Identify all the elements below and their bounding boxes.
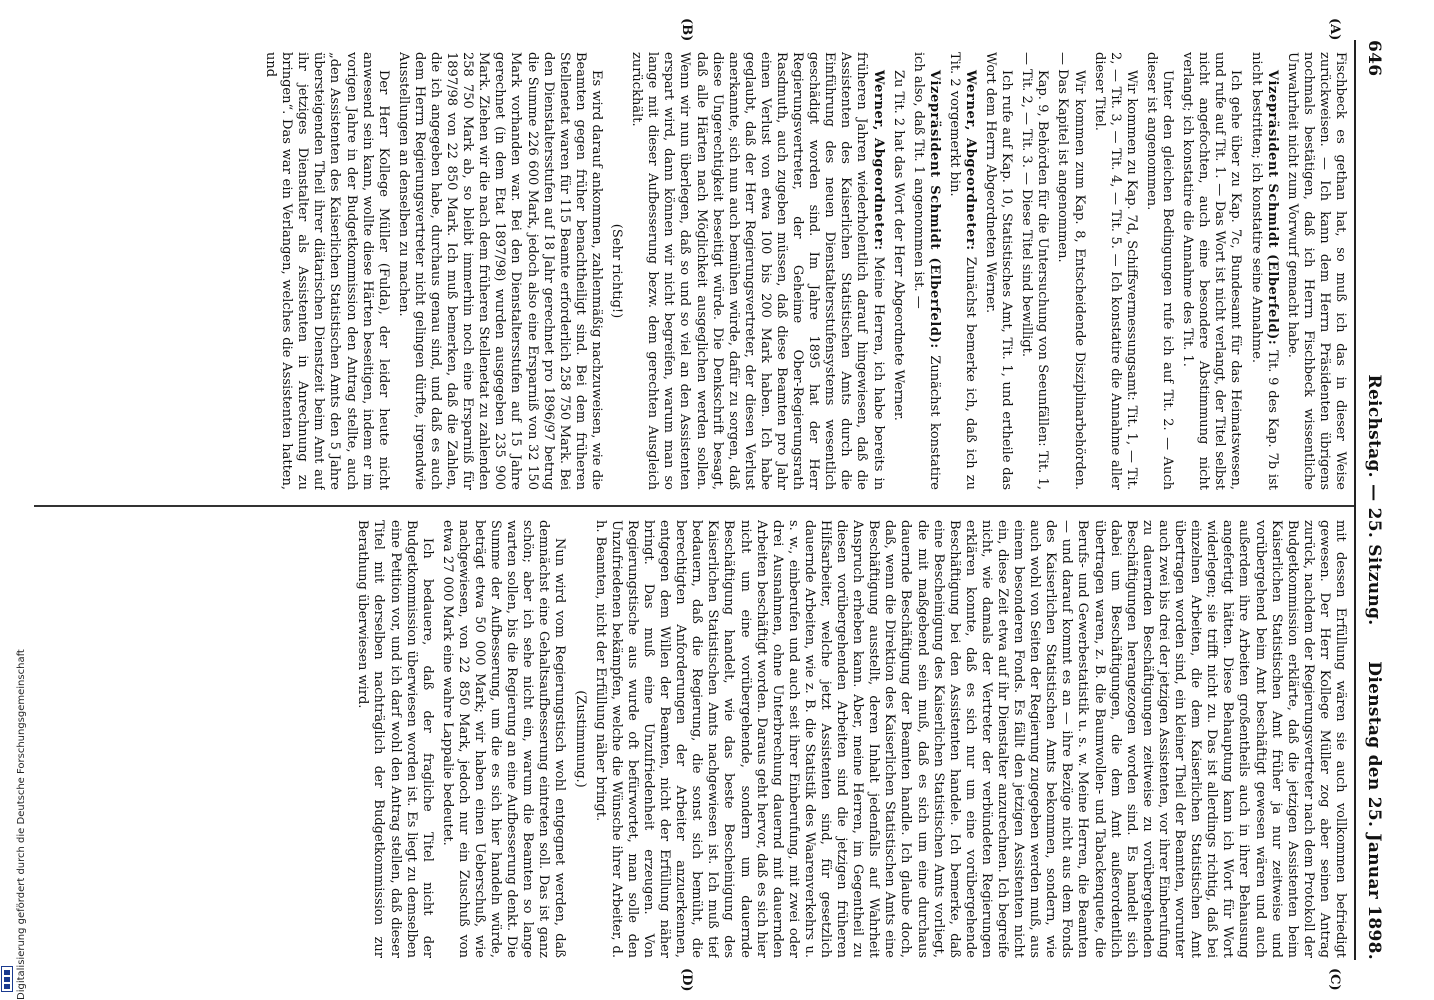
paragraph (1018, 52, 1050, 490)
paragraph (1143, 52, 1175, 490)
interjection: (Sehr richtig!) (609, 223, 625, 319)
right-text-column (48, 520, 1348, 958)
page-title: Reichstag. — 25. Sitzung. (1364, 374, 1384, 626)
paragraph-text: Wir kommen zu Kap. 7d, Schiffsvermessungsamt: Tit. 1, — Tit. 2, — Tit. 3, — Tit. 4, — Tit. 5. — Ich konstatire die Annahme aller dieser Titel. (1091, 52, 1139, 490)
paragraph (1247, 52, 1279, 490)
paragraph (1284, 52, 1348, 490)
paragraph (262, 52, 391, 490)
page-number: 646 (1364, 40, 1384, 77)
interjection: (Zustimmung.) (572, 690, 588, 788)
paragraph (628, 52, 886, 490)
paragraph-text: Tit. 9 des Kap. 7b ist nicht bestritten; ich konstatire seine Annahme. (1248, 52, 1280, 490)
paragraph-text: Ich rufe auf Kap. 10, Statistisches Amt, Tit. 1, und ertheile das Wort dem Herrn Abgeordneten Werner. (983, 52, 1015, 490)
paragraph (354, 520, 434, 958)
paragraph-text: Ich bedauere, daß der fragliche Titel nicht der Budgetkommission überwiesen worden ist. Es liegt zu demselben eine Petition vor, und ich darf wohl den Antrag stellen, daß dieser Titel mit derselben nachträglich der Budgetkommission zur Berathung überwiesen wird. (355, 520, 435, 958)
column-divider (34, 505, 1354, 507)
paragraph (890, 52, 906, 490)
paragraph-text: Nun wird vom Regierungstisch wohl entgegnet werden, daß demnächst eine Gehaltsaufbesserung eintreten soll. Das ist ganz schön; aber ich sehe nicht ein, warum die Beamten so lange warten sollen, bis die Regierung an eine Aufbesserung denkt. Die Summe der Aufbesserung, um die es sich hier handeln würde, beträgt etwa 50 000 Mark; wir haben einen Ueberschuß, wie nachgewiesen, von 22 850 Mark, jedoch nur ein Zuschuß von etwa 27 000 Mark eine wahre Lappalie bedeutet. (439, 520, 568, 958)
header-rule (1354, 40, 1356, 960)
paragraph-text: Es wird darauf ankommen, zahlenmäßig nachzuweisen, wie die Beamten gegen früher benachtheiligt sind. Bei dem früheren Stellenetat waren für 115 Beamte erforderlich 258 750 Mark. Bei den Dienstaltersstufen auf 18 Jahr gerechnet pro 1896/97 betrug die Summe 226 600 Mark, jedoch also eine Ersparniß von 32 150 Mark vorhanden war. Bei den Dienstaltersstufen auf 15 Jahre gerechnet (in dem Etat 1897/98) wurden ausgegeben 235 900 Mark. Ziehen wir die nach dem früheren Stellenetat zu zahlenden 258 750 Mark ab, so bleibt immerhin noch eine Ersparniß für 1897/98 von 22 850 Mark. Ich muß bemerken, daß die Zahlen, die ich angegeben habe, durchaus genau sind, und daß es auch dem Herrn Regierungsvertreter nicht gelingen dürfte, irgendwie Ausstellungen an denselben zu machen. (395, 52, 604, 490)
paragraph-text: mit dessen Erfüllung wären sie auch vollkommen befriedigt gewesen. Der Herr Kollege Müller zog aber seinen Antrag zurück, nachdem der Regierungsvertreter nach dem Protokoll der Budgetkommission erklärte, daß die jetzigen Assistenten beim Kaiserlichen Statistischen Amt früher ja nur zeitweise und vorübergehend beim Amt beschäftigt gewesen wären und auch außerdem ihre Arbeiten großentheils auch in ihrer Behausung angefertigt hätten. Diese Behauptung kann ich Wort für Wort widerlegen; sie trifft nicht zu. Das ist allerdings richtig, daß bei einzelnen Arbeiten, die dem Kaiserlichen Statistischen Amt übertragen worden sind, ein kleiner Theil der Beamten, worunter auch zwei bis drei der jetzigen Assistenten, vor ihrer Einberufung zu dauernden Beschäftigungen zeitweise zu vorübergehenden Beschäftigungen herangezogen worden sind. Es handelt sich dabei um Beschäftigungen, die dem Amt außerordentlich übertragen waren, z. B. die Baumwollen- und Tabackenquete, die Berufs- und Gewerbestatistik u. s. w. Meine Herren, die Beamten — und darauf kommt es an — ihre Bezüge nicht aus dem Fonds des Kaiserlichen Statistischen Amts bekommen, sondern, wie auch wohl von Seiten der Regierung zugegeben werden muß, aus einem besonderen Fonds. Es fällt den jetzigen Assistenten nicht ein, diese Zeit etwa auf ihr Dienstalter anzurechnen. Ich begreife nicht, wie damals der Vertreter der verbündeten Regierungen erklären konnte, daß es sich nur um eine vorübergehende Beschäftigung bei den Assistenten handele. Ich bemerke, daß eine Bescheinigung des Kaiserlichen Statistischen Amts vorliegt, die mit maßgebend sein muß, daß es sich um eine durchaus dauernde Beschäftigung der Beamten handle. Ich glaube doch, daß, wenn die Direktion des Kaiserlichen Statistischen Amts eine Beschäftigung ausstellt, deren Inhalt jedenfalls auf Wahrheit Anspruch erheben kann. Aber, meine Herren, im Gegentheil zu diesen vorübergehenden Arbeiten sind die jetzigen früheren Hilfsarbeiter, welche jetzt Assistenten sind, für gesetzlich dauernde Arbeiten, wie z. B. die Statistik des Waarenverkehrs u. s. w., einberufen und auch seit ihrer Einberufung, mit zwei oder drei Ausnahmen, ohne Unterbrechung dauernd mit dauernden Arbeiten beschäftigt worden. Daraus geht hervor, daß es sich hier nicht um eine vorübergehende, sondern um dauernde Beschäftigung handelt, wie das beste Bescheinigung des Kaiserlichen Statistischen Amts nachgewiesen ist. Ich muß tief bedauern, daß die Regierung, die sonst sich bemüht, die berechtigten Anforderungen der Arbeiter anzuerkennen, entgegen dem Willen der Beamten, nicht der Erfüllung näher bringt. Das muß eine Unzufriedenheit erzeugen. Von Regierungstische aus wurde oft befürwortet, man solle den Unzufriedenen bekämpfen, welche die Wünsche ihrer Arbeiter, d. h. Beamten, nicht der Erfüllung näher bringt. (592, 520, 1348, 958)
margin-mark-c: (C) (1327, 968, 1342, 991)
speaker-name: Werner, Abgeordneter: (870, 70, 886, 251)
paragraph-text: Wir kommen zum Kap. 8, Entscheidende Disziplinarbehörden. — Das Kapitel ist angenommen. (1055, 52, 1087, 490)
paragraph-text: Der Herr Kollege Müller (Fulda), der leider heute nicht anwesend sein kann, wollte diese Härten beseitigen, indem er im vorigen Jahre in der Budgetkommission den Antrag stellte, auch „den Assistenten des Kaiserlichen Statistischen Amts den 5 Jahre übersteigenden Theil ihrer diätarischen Dienstzeit beim Amt auf ihr jetziges Dienstalter als Assistenten in Anrechnung zu bringen“. Das war ein Verlangen, welches die Assistenten hatten, und (263, 52, 391, 490)
paragraph (395, 52, 604, 490)
speaker-name: Werner, Abgeordneter: (963, 70, 979, 251)
paragraph-text: Fischbeck es gethan hat, so muß ich das in dieser Weise zurückweisen. — Ich kann dem Herrn Präsidenten übrigens nochmals bestätigen, daß ich Herrn Fischbeck wissentliche Unwahrheit nicht zum Vorwurf gemacht habe. (1284, 52, 1348, 490)
speaker-name: Vizepräsident Schmidt (Elberfeld): (926, 70, 942, 349)
speaker-name: Vizepräsident Schmidt (Elberfeld): (1264, 70, 1280, 346)
page-header (1360, 40, 1384, 960)
paragraph (439, 520, 568, 958)
margin-mark-b: (B) (679, 18, 694, 42)
paragraph-text: Meine Herren, ich habe bereits in früheren Jahren wiederholentlich darauf hingewiesen, daß die Assistenten des Kaiserlichen Statistischen Amts durch die Einführung des neuen Dienstaltersstufensystems wesentlich geschädigt worden sind. Im Jahre 1895 hat der Herr Regierungsvertreter, der Geheime Ober-Regierungsrath Rasdmuth, auch zugeben müssen, daß diese Beamten pro Jahr einen Verlust von etwa 100 bis 200 Mark haben. Ich habe geglaubt, daß der Herr Regierungsvertreter, der diesen Verlust anerkannte, sich nun auch bemühen würde, dafür zu sorgen, daß diese Ungerechtigkeit beseitigt würde. Die Denkschrift besagt, daß alle Härten nach Möglichkeit ausgeglichen werden sollen. Wenn wir nun überlegen, daß so und so viel an den Assistenten erspart wird, dann können wir nicht begreifen, warum man so lange mit dieser Aufbesserung bezw. dem gerechten Ausgleich zurückhält. (629, 52, 886, 490)
left-text-column (48, 52, 1348, 490)
paragraph-text: Zu Tit. 2 hat das Wort der Herr Abgeordnete Werner. (890, 70, 906, 421)
paragraph (1179, 52, 1243, 490)
page-date: Dienstag den 25. Januar 1898. (1364, 661, 1384, 960)
paragraph (982, 52, 1014, 490)
paragraph (1054, 52, 1086, 490)
paragraph-text: Unter den gleichen Bedingungen rufe ich auf Tit. 2. — Auch dieser ist angenommen. (1143, 52, 1176, 490)
paragraph-text: Kap. 9, Behörden für die Untersuchung von Seeunfällen: Tit. 1, — Tit. 2, — Tit. 3. — Diese Titel sind bewilligt. (1019, 52, 1051, 490)
margin-mark-d: (D) (679, 968, 694, 992)
margin-mark-a: (A) (1327, 18, 1342, 41)
paragraph-text: Ich gehe über zu Kap. 7c, Bundesamt für das Heimatswesen, und rufe auf Tit. 1. — Das Wort ist nicht verlangt, der Titel selbst nicht angefochten, auch eine besondere Abstimmung nicht verlangt; ich konstatire die Annahme des Tit. 1. (1180, 52, 1244, 490)
paragraph (592, 520, 1348, 958)
paragraph (910, 52, 942, 490)
paragraph-text: Zunächst bemerke ich, daß ich zu Tit. 2 vorgemerkt bin. (946, 52, 979, 490)
paragraph (946, 52, 978, 490)
paragraph-text: Zunächst konstatire ich also, daß Tit. 1 angenommen ist. — (910, 52, 942, 490)
digitization-credit: Digitalisierung gefördert durch die Deutsche Forschungsgemeinschaft (16, 649, 27, 1000)
paragraph (1091, 52, 1139, 490)
